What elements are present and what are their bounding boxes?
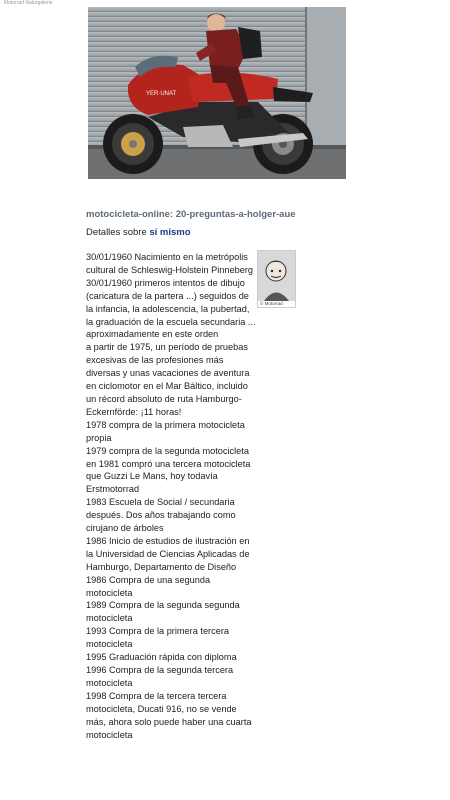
bio-entry: 1979 compra de la segunda motocicleta — [86, 445, 249, 456]
details-line — [86, 227, 191, 238]
portrait-caption: © Motorrad — [260, 301, 283, 306]
author-portrait — [257, 250, 296, 308]
article-heading: motocicleta-online: 20-preguntas-a-holger-aue — [86, 209, 296, 220]
details-prefix: Detalles sobre — [86, 227, 150, 238]
bio-entry: a partir de 1975, un período de pruebas excesivas de las profesiones más diversas y unas vacaciones de aventura en ciclomotor en el Mar Báltico, incluido un récord absoluto de ruta Hamburgo-Eckernförde: ¡11 horas! — [86, 342, 250, 417]
bio-entry: en 1981 compró una tercera motocicleta que Guzzi Le Mans, hoy todavía Erstmotorrad — [86, 458, 251, 495]
fairing-text: YER·UNAT — [146, 91, 177, 97]
bio-entry: 1996 Compra de la segunda tercera motocicleta — [86, 665, 234, 688]
bio-entry: 1993 Compra de la primera tercera motocicleta — [86, 626, 229, 650]
bio-entry: 1998 Compra de la tercera tercera motocicleta, Ducati 916, no se vende más, ahora solo puede haber una cuarta motocicleta — [86, 690, 252, 740]
hero-photo — [88, 7, 346, 179]
bio-entry: 30/01/1960 primeros intentos de dibujo (caricatura de la partera ...) seguidos de la infancia, la adolescencia, la pubertad, la graduación de la escuela secundaria ... aproximadamente en este orden — [86, 277, 256, 340]
bio-entry: 1995 Graduación rápida con diploma — [86, 652, 237, 663]
bio-entry: 1986 Inicio de estudios de ilustración en la Universidad de Ciencias Aplicadas de Hamburgo, Departamento de Diseño — [86, 535, 250, 572]
bio-entry: 1978 compra de la primera motocicleta propia — [86, 419, 245, 443]
bio-entry: 1983 Escuela de Social / secundaria después. Dos años trabajando como cirujano de árboles — [86, 497, 236, 534]
about-self-link[interactable]: sí mismo — [149, 227, 191, 238]
bio-list — [86, 251, 256, 741]
bio-entry: 1989 Compra de la segunda segunda motocicleta — [86, 600, 240, 624]
bio-entry: 1986 Compra de una segunda motocicleta — [86, 574, 211, 598]
top-caption: Motorrad Naturgalerie — [4, 0, 53, 6]
bio-entry: 30/01/1960 Nacimiento en la metrópolis cultural de Schleswig-Holstein Pinneberg — [86, 252, 253, 275]
